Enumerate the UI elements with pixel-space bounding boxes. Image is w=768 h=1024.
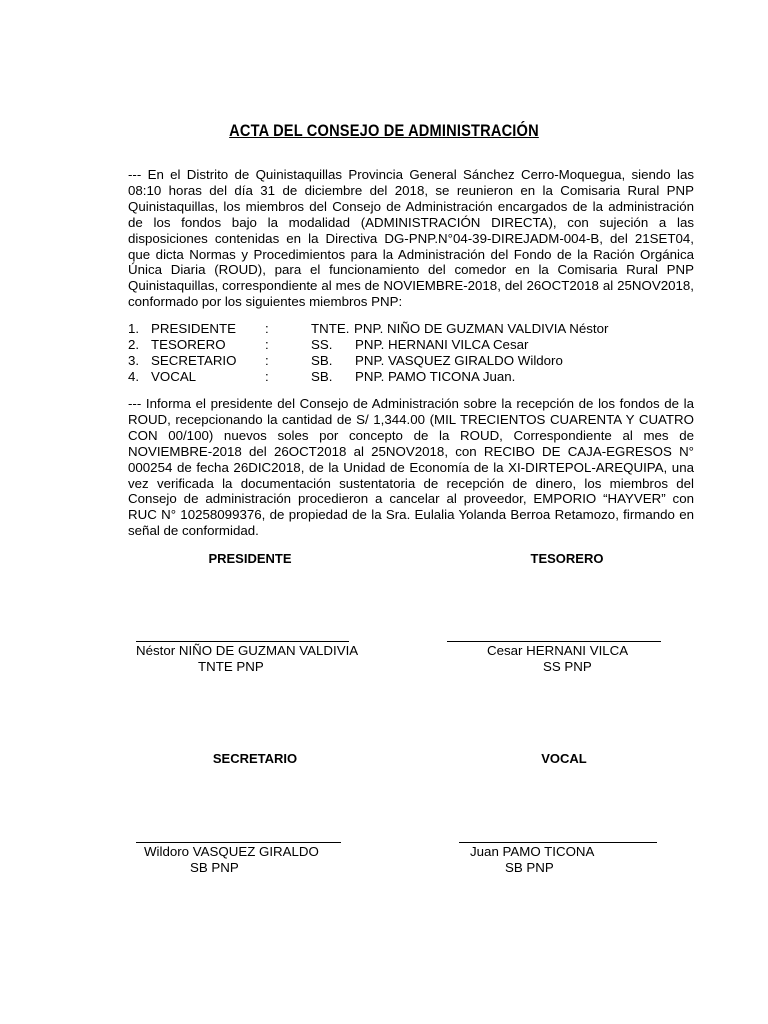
member-colon: : — [265, 352, 269, 368]
signature-rank: SB PNP — [505, 860, 554, 875]
member-rank: TNTE. — [311, 321, 350, 336]
signature-title: VOCAL — [541, 751, 587, 766]
signature-rank: SB PNP — [190, 860, 239, 875]
signature-name: Néstor NIÑO DE GUZMAN VALDIVIA — [136, 643, 359, 658]
member-role: PRESIDENTE — [151, 321, 236, 336]
member-role: VOCAL — [151, 368, 197, 384]
signature-name: Cesar HERNANI VILCA — [487, 643, 629, 658]
member-name: PNP. VASQUEZ GIRALDO Wildoro — [355, 352, 563, 368]
member-name: PNP. PAMO TICONA Juan. — [355, 368, 516, 384]
member-colon: : — [265, 336, 269, 352]
member-number: 2. — [128, 336, 140, 352]
signature-line — [447, 641, 661, 642]
signature-title: TESORERO — [530, 551, 604, 566]
intro-paragraph: --- En el Distrito de Quinistaquillas Provincia General Sánchez Cerro-Moquegua, siendo las 08:10 horas del día 31 de diciembre del 2018, se reunieron en la Comisaria Rural PNP Quinistaquillas, los miembros del Consejo de Administración encargados de la administración de los fondos bajo la modalidad (ADMINISTRACIÓN DIRECTA), con sujeción a las disposiciones contenidas en la Directiva DG-PNP.N°04-39-DIREJADM-004-B, del 21SET04, que dicta Normas y Procedimientos para la Administración del Fondo de la Ración Orgánica Única Diaria (ROUD), para el funcionamiento del comedor en la Comisaria Rural PNP Quinistaquillas, correspondiente al mes de NOVIEMBRE-2018, del 26OCT2018 al 25NOV2018, conformado por los siguientes miembros PNP: — [128, 167, 694, 310]
signature-rank: SS PNP — [543, 659, 592, 674]
member-number: 1. — [128, 321, 140, 336]
member-name: PNP. NIÑO DE GUZMAN VALDIVIA Néstor — [354, 321, 609, 336]
members-list — [128, 321, 694, 385]
member-row — [128, 369, 694, 385]
signature-name: Wildoro VASQUEZ GIRALDO — [144, 844, 319, 859]
signature-line — [136, 641, 349, 642]
info-paragraph: --- Informa el presidente del Consejo de Administración sobre la recepción de los fondos de la ROUD, recepcionando la cantidad de S/ 1,344.00 (MIL TRECIENTOS CUARENTA Y CUATRO CON 00/100) nuevos soles por concepto de la ROUD, Correspondiente al mes de NOVIEMBRE-2018 del 26OCT2018 al 25NOV2018, con RECIBO DE CAJA-EGRESOS N° 000254 de fecha 26DIC2018, de la Unidad de Economía de la XI-DIRTEPOL-AREQUIPA, una vez verificada la documentación sustentatoria de recepción de dinero, los miembros del Consejo de administración procedieron a cancelar al proveedor, EMPORIO “HAYVER” con RUC N° 10258099376, de propiedad de la Sra. Eulalia Yolanda Berroa Retamozo, firmando en señal de conformidad. — [128, 396, 694, 539]
signature-line — [136, 842, 341, 843]
member-name: PNP. HERNANI VILCA Cesar — [355, 336, 529, 352]
member-rank: SB. — [311, 368, 333, 384]
member-role: TESORERO — [151, 336, 226, 352]
signature-title: SECRETARIO — [212, 751, 298, 766]
member-row — [128, 353, 694, 369]
member-row — [128, 337, 694, 353]
member-role: SECRETARIO — [151, 352, 237, 368]
document-title: ACTA DEL CONSEJO DE ADMINISTRACIÓN — [229, 121, 539, 140]
member-colon: : — [265, 321, 269, 336]
signature-rank: TNTE PNP — [198, 659, 264, 674]
signature-title: PRESIDENTE — [208, 551, 292, 566]
member-number: 3. — [128, 352, 140, 368]
member-colon: : — [265, 368, 269, 384]
member-rank: SS. — [311, 336, 333, 352]
signature-line — [459, 842, 657, 843]
member-rank: SB. — [311, 352, 333, 368]
member-number: 4. — [128, 368, 140, 384]
member-row — [128, 321, 694, 337]
signature-name: Juan PAMO TICONA — [470, 844, 595, 859]
